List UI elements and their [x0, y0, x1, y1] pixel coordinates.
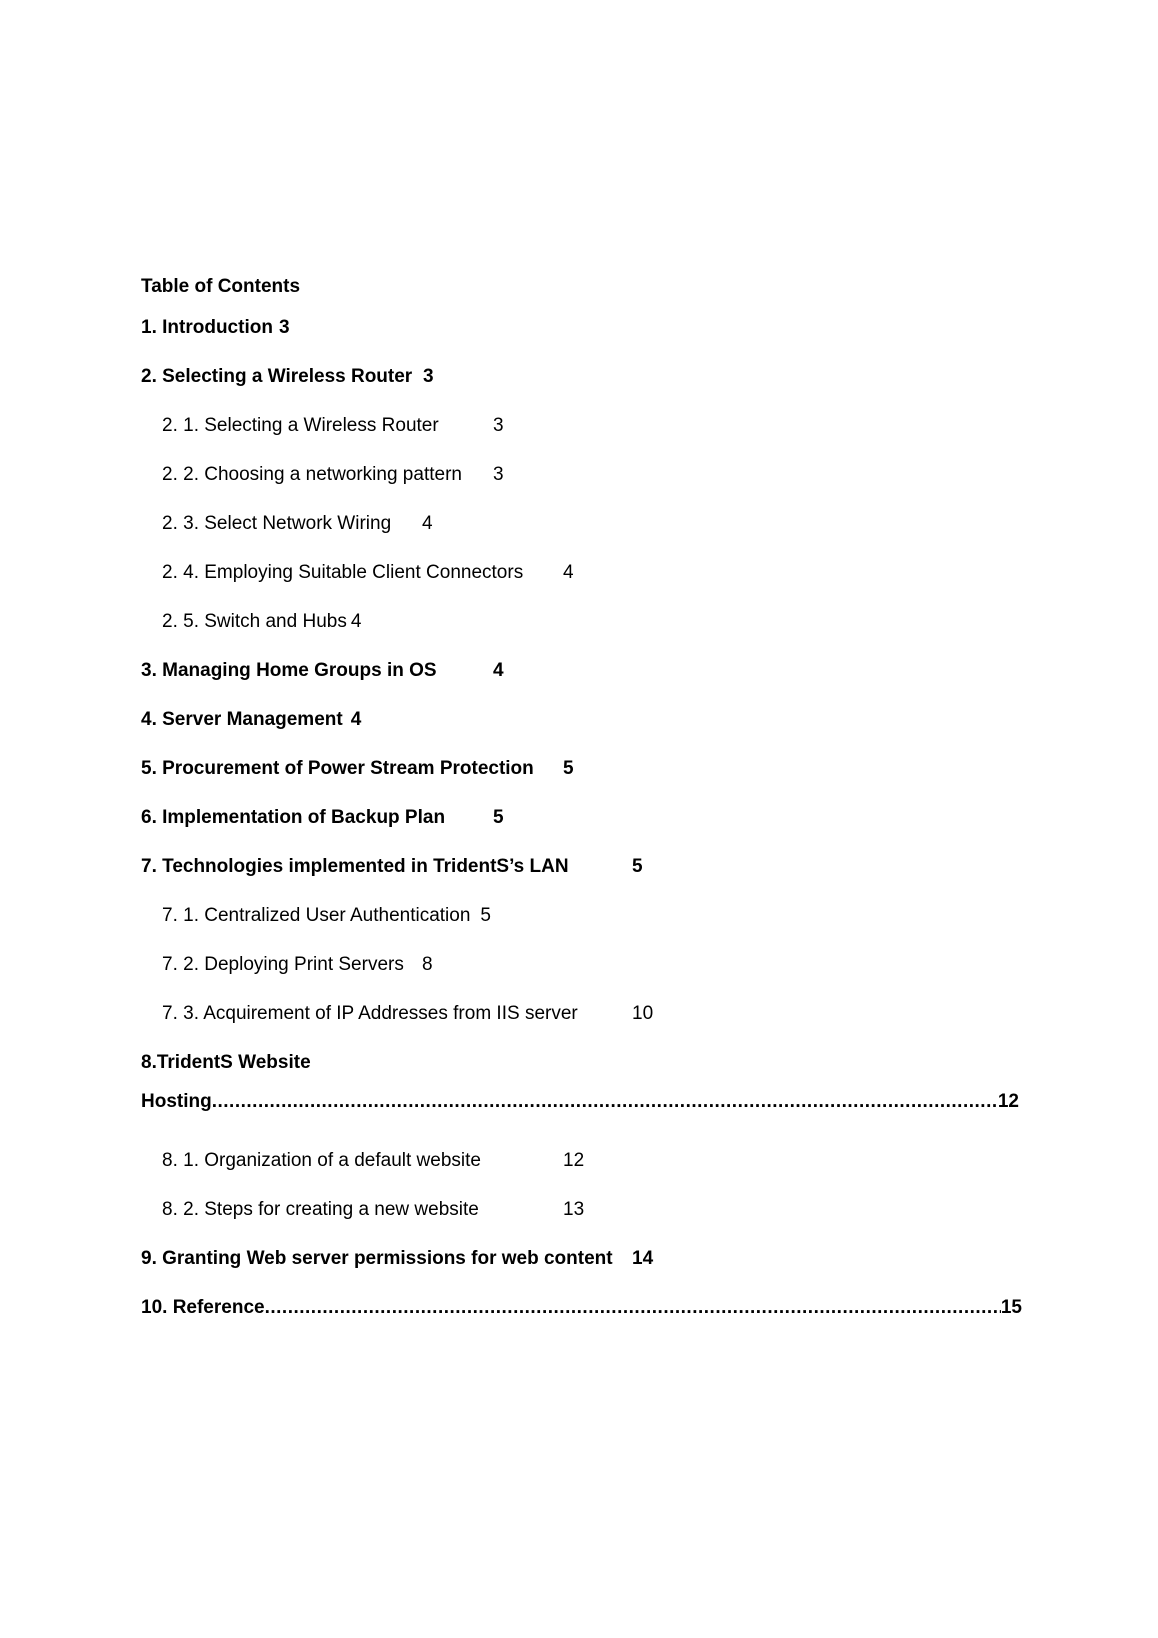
- toc-entry-title: 2. 4. Employing Suitable Client Connectors: [162, 562, 524, 583]
- toc-entry-title: 7. Technologies implemented in TridentS’s LAN: [141, 856, 569, 877]
- toc-entry-page: 5: [563, 758, 574, 779]
- toc-entry-page: 3: [278, 317, 290, 338]
- toc-entry-title: 9. Granting Web server permissions for web content: [141, 1248, 613, 1269]
- toc-entry-page: 4: [350, 611, 362, 632]
- toc-entry-page: 5: [493, 807, 504, 828]
- toc-entry: [162, 903, 491, 929]
- dot-leader: [212, 1089, 998, 1115]
- dot-leader: [265, 1295, 1001, 1321]
- toc-entry-title: 2. 1. Selecting a Wireless Router: [162, 415, 439, 436]
- toc-entry-title: 3. Managing Home Groups in OS: [141, 660, 437, 681]
- toc-entry-page: 3: [423, 366, 434, 387]
- toc-entry-title: 8. 2. Steps for creating a new website: [162, 1199, 479, 1220]
- toc-entry-page: 4: [563, 562, 574, 583]
- toc-entry-dotted: [141, 1295, 1022, 1321]
- toc-entry-page: 15: [1000, 1297, 1022, 1318]
- toc-entry-title: 10. Reference: [141, 1297, 265, 1318]
- toc-entry-page: 12: [563, 1150, 585, 1171]
- toc-entry-title: 6. Implementation of Backup Plan: [141, 807, 446, 828]
- toc-entry-page: 4: [422, 513, 433, 534]
- toc-entry-page: 10: [632, 1003, 654, 1024]
- toc-entry-title: 5. Procurement of Power Stream Protection: [141, 758, 534, 779]
- toc-entry-title: 2. 3. Select Network Wiring: [162, 513, 392, 534]
- toc-entry: [141, 707, 361, 733]
- toc-entry-page: 14: [632, 1248, 654, 1269]
- toc-entry-page: 8: [422, 954, 433, 975]
- toc-entry-title: 7. 3. Acquirement of IP Addresses from IIS server: [162, 1003, 578, 1024]
- toc-entry-title: 8. 1. Organization of a default website: [162, 1150, 481, 1171]
- toc-entry: [162, 609, 361, 635]
- toc-entry-page: 4: [350, 709, 362, 730]
- toc-entry-title: 7. 1. Centralized User Authentication: [162, 905, 471, 926]
- toc-heading: Table of Contents: [141, 276, 301, 297]
- toc-entry-title: 2. 2. Choosing a networking pattern: [162, 464, 462, 485]
- toc-entry-page: 3: [493, 464, 504, 485]
- toc-entry-title: 8.TridentS Website: [141, 1052, 311, 1073]
- toc-entry-page: 3: [493, 415, 504, 436]
- toc-entry-title: Hosting: [141, 1091, 212, 1112]
- toc-entry-page: 5: [480, 905, 491, 926]
- toc-entry-title: 1. Introduction: [141, 317, 273, 338]
- toc-entry-title: 4. Server Management: [141, 709, 343, 730]
- toc-entry: [141, 315, 290, 341]
- toc-entry-page: 13: [563, 1199, 585, 1220]
- toc-entry-page: 5: [632, 856, 643, 877]
- toc-entry-title: 2. Selecting a Wireless Router: [141, 366, 413, 387]
- toc-entry-dotted: [141, 1089, 1019, 1115]
- toc-entry-page: 12: [997, 1091, 1019, 1112]
- toc-entry-page: 4: [493, 660, 504, 681]
- toc-entry-title: 2. 5. Switch and Hubs: [162, 611, 347, 632]
- toc-entry-title: 7. 2. Deploying Print Servers: [162, 954, 404, 975]
